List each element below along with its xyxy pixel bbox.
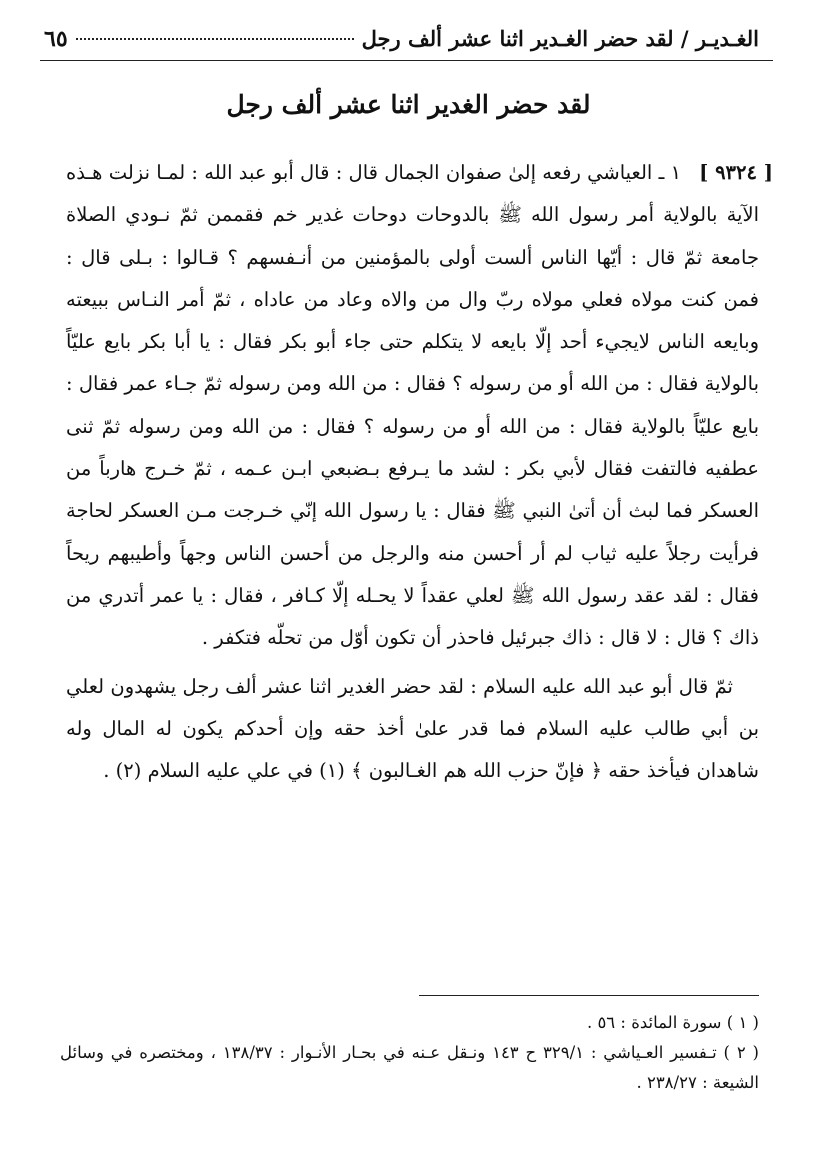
hadith-text: ١ ـ العياشي رفعه إلىٰ صفوان الجمال قال : قال أبو عبد الله : لمـا نزلت هـذه الآية بالولاية أمر رسول الله ﷺ بالدوحات دوحات غدير خم فقممن ثمّ نـودي الصلاة جامعة ثمّ قال : أيّها الناس ألست أولى بالمؤمنين من أنـفسهم ؟ قـالوا : بـلى قال : فمن كنت مولاه فعلي مولاه ربّ وال من والاه وعاد من عاداه ، ثمّ أمر النـاس ببيعته وبايعه الناس لايجيء أحد إلّا بايعه لا يتكلم حتى جاء أبو بكر فقال : يا أبا بكر بايع عليّاً بالولاية فقال : من الله أو من رسوله ؟ فقال : من الله ومن رسوله ثمّ جـاء عمر فقال : بايع عليّاً بالولاية فقال : من الله أو من رسوله ؟ فقال : من الله ومن رسوله ثمّ ثنى عطفيه فالتفت فقال لأبي بكر : لشد ما يـرفع بـضبعي ابـن عـمه ، ثمّ خـرج هارباً من العسكر فما لبث أن أتىٰ النبي ﷺ فقال : يا رسول الله إنّي خـرجت مـن العسكر لحاجة فرأيت رجلاً عليه ثياب لم أر أحسن منه والرجل من أحسن الناس وجهاً وأطيبهم ريحاً فقال : لقد عقد رسول الله ﷺ لعلي عقداً لا يحـله إلّا كـافر ، فقال : يا عمر أتدري من ذاك ؟ قال : لا قال : ذاك جبرئيل فاحذر أن تكون أوّل من تحلّه فتكفر .: [66, 161, 759, 650]
footnote-rule: [419, 995, 759, 996]
footnotes: [60, 1008, 759, 1098]
footnote-2: ( ٢ ) تـفسير العـياشي : ٣٢٩/١ ح ١٤٣ ونـقل عـنه في بحـار الأنـوار : ١٣٨/٣٧ ، ومختصره في وسائل الشيعة : ٢٣٨/٢٧ .: [60, 1043, 759, 1092]
second-paragraph: ثمّ قال أبو عبد الله عليه السلام : لقد حضر الغدير اثنا عشر ألف رجل يشهدون لعلي بن أبي طالب عليه السلام فما قدر علىٰ أخذ حقه وإن أحدكم يكون له المال وله شاهدان فيأخذ حقه ﴿ فإنّ حزب الله هم الغـالبون ﴾ (١) في علي عليه السلام (٢) .: [66, 674, 759, 783]
footnote-1: ( ١ ) سورة المائدة : ٥٦ .: [586, 1013, 759, 1032]
running-header: [44, 26, 759, 60]
dotted-leader: [76, 38, 354, 40]
page-number: ٦٥: [44, 26, 68, 52]
header-rule: [40, 60, 773, 61]
hadith-paragraph: [66, 152, 773, 660]
hadith-number: [ ٩٣٢٤ ]: [699, 161, 773, 184]
running-header-title: الغـديـر / لقد حضر الغـدير اثنا عشر ألف رجل: [361, 26, 759, 51]
main-body-text: [66, 152, 773, 792]
chapter-title: لقد حضر الغدير اثنا عشر ألف رجل: [226, 90, 591, 119]
